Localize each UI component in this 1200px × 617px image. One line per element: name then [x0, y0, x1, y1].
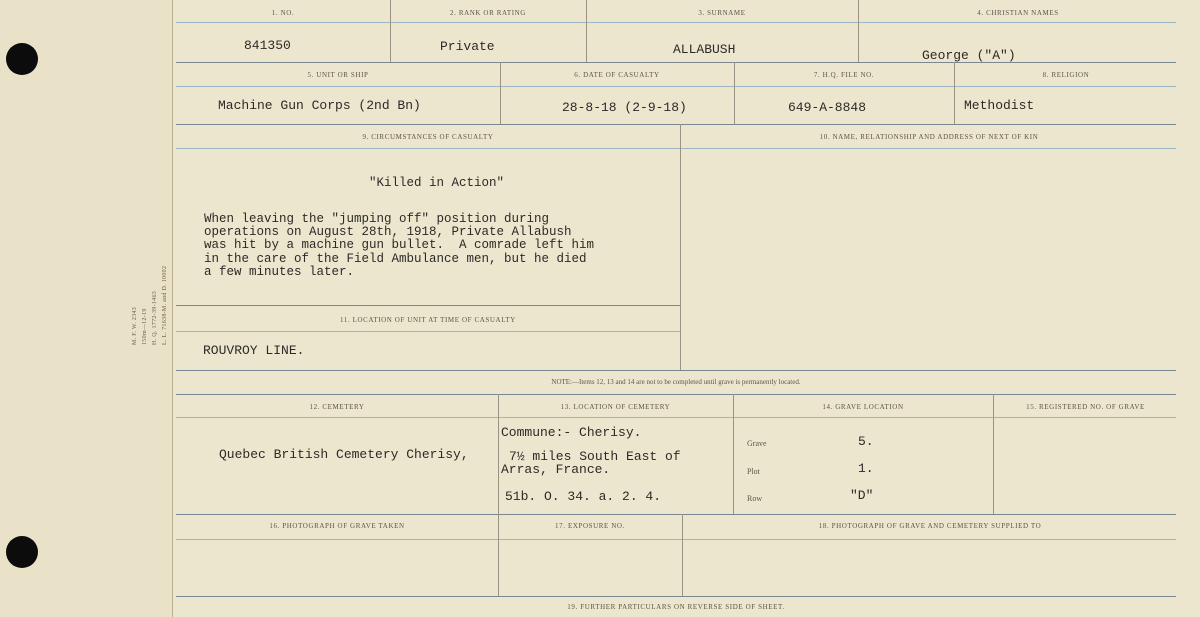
- plot-label: Plot: [747, 467, 760, 476]
- date-value: 28-8-18 (2-9-18): [562, 100, 687, 115]
- unit-label: 5. UNIT OR SHIP: [307, 71, 369, 79]
- note-text: NOTE:—Items 12, 13 and 14 are not to be completed until grave is permanently located.: [551, 378, 801, 386]
- location-of-unit-value: ROUVROY LINE.: [203, 343, 305, 358]
- surname-value: ALLABUSH: [673, 42, 736, 57]
- christian-names-value: George ("A"): [922, 48, 1016, 63]
- grave-value: 5.: [858, 434, 874, 449]
- grave-label: Grave: [747, 439, 767, 448]
- circumstances-text: When leaving the "jumping off" position during operations on August 28th, 1918, Private Allabush was hit by a machine gun bullet. A comrade left him in the care of the Field Ambulance men, but he died a few minutes later.: [204, 212, 595, 279]
- circumstances-label: 9. CIRCUMSTANCES OF CASUALTY: [362, 133, 494, 141]
- form-code: H. Q. 1772-39-1463: [152, 290, 158, 345]
- rank-label: 2. RANK OR RATING: [450, 9, 526, 17]
- photo-supplied-label: 18. PHOTOGRAPH OF GRAVE AND CEMETERY SUPPLIED TO: [818, 522, 1042, 530]
- circumstances-heading: "Killed in Action": [369, 176, 505, 190]
- registered-no-label: 15. REGISTERED NO. OF GRAVE: [1026, 403, 1145, 411]
- map-reference: 51b. O. 34. a. 2. 4.: [505, 489, 662, 504]
- surname-label: 3. SURNAME: [698, 9, 746, 17]
- hq-file-value: 649-A-8848: [788, 100, 867, 115]
- date-label: 6. DATE OF CASUALTY: [574, 71, 660, 79]
- grave-location-label: 14. GRAVE LOCATION: [822, 403, 904, 411]
- location-of-unit-label: 11. LOCATION OF UNIT AT TIME OF CASUALTY: [340, 316, 516, 324]
- location-of-cemetery-label: 13. LOCATION OF CEMETERY: [560, 403, 671, 411]
- christian-names-label: 4. CHRISTIAN NAMES: [977, 9, 1059, 17]
- binding-strip: [0, 0, 173, 617]
- next-of-kin-label: 10. NAME, RELATIONSHIP AND ADDRESS OF NEXT OF KIN: [819, 133, 1039, 141]
- exposure-no-label: 17. EXPOSURE NO.: [555, 522, 625, 530]
- no-value: 841350: [244, 38, 291, 53]
- further-particulars-label: 19. FURTHER PARTICULARS ON REVERSE SIDE OF SHEET.: [567, 603, 785, 611]
- cemetery-town: Arras, France.: [501, 462, 611, 477]
- row-value: "D": [850, 488, 874, 503]
- plot-value: 1.: [858, 461, 874, 476]
- religion-value: Methodist: [964, 98, 1035, 113]
- photo-taken-label: 16. PHOTOGRAPH OF GRAVE TAKEN: [269, 522, 405, 530]
- punch-hole-icon: [6, 43, 38, 75]
- cemetery-label: 12. CEMETERY: [309, 403, 365, 411]
- unit-value: Machine Gun Corps (2nd Bn): [218, 98, 421, 113]
- cemetery-distance: 7½ miles South East of: [509, 449, 681, 464]
- no-label: 1. NO.: [271, 9, 295, 17]
- punch-hole-icon: [6, 536, 38, 568]
- form-code: 150m—12-19: [142, 308, 148, 345]
- religion-label: 8. RELIGION: [1042, 71, 1090, 79]
- rank-value: Private: [440, 39, 495, 54]
- cemetery-value: Quebec British Cemetery Cherisy,: [219, 447, 469, 462]
- hq-file-label: 7. H.Q. FILE NO.: [813, 71, 875, 79]
- commune-value: Commune:- Cherisy.: [501, 425, 642, 440]
- form-code: L. L. 71638-M. and D. 10002: [162, 265, 168, 345]
- form-code: M. F. W. 2343: [132, 306, 138, 345]
- row-label: Row: [747, 494, 763, 503]
